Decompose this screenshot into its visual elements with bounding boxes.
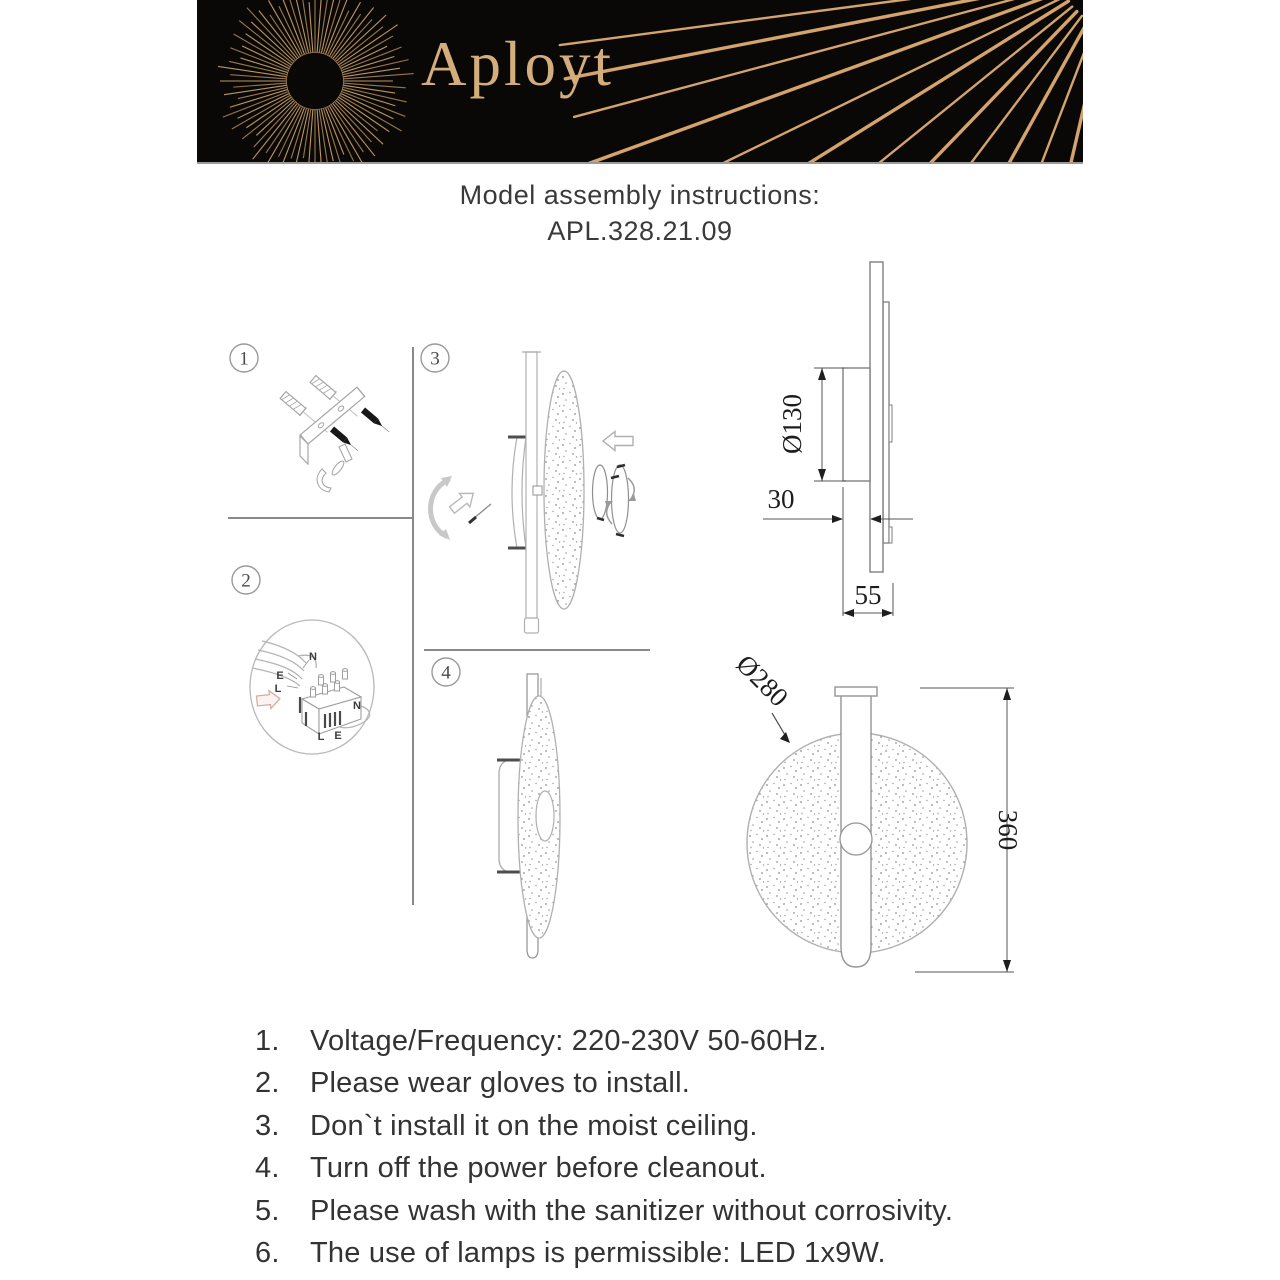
item-text: Please wash with the sanitizer without corrosivity. [310,1194,954,1227]
list-item [255,1020,953,1062]
wire-label-l-bottom: L [317,731,325,743]
list-item [255,1105,953,1147]
screw-icon [469,517,476,523]
item-text: The use of lamps is permissible: LED 1x9W. [310,1237,886,1270]
item-text: Don`t install it on the moist ceiling. [310,1109,758,1142]
rotate-arrow-icon [430,480,448,536]
panel-dividers [228,347,650,905]
step1-number: 1 [239,348,249,370]
model-number: APL.328.21.09 [547,216,733,246]
item-number: 1. [255,1025,280,1057]
instructions-list [255,1020,953,1274]
step4-number: 4 [441,662,451,684]
step4-assembled-diagram [497,674,560,958]
item-number: 6. [255,1237,280,1270]
dimension-base-depth: 30 [767,484,795,514]
retaining-ring [612,465,629,533]
wire-label-n-top: N [309,651,317,663]
step3-exploded-diagram [430,352,636,633]
step3-number: 3 [430,348,440,370]
list-item [255,1147,953,1189]
item-number: 4. [255,1152,280,1185]
slide-arrow-icon [603,432,633,451]
wire-label-e-bottom: E [334,730,342,742]
list-item [255,1190,953,1232]
side-elevation-drawing [763,262,913,617]
item-text: Turn off the power before cleanout. [310,1152,767,1185]
item-text: Voltage/Frequency: 220-230V 50-60Hz. [310,1025,827,1057]
dimension-side-diameter: Ø130 [777,394,807,454]
step2-wiring-diagram [250,620,374,754]
list-item [255,1232,953,1274]
step2-number: 2 [241,570,251,592]
step-badges [230,344,460,686]
step1-bracket-diagram [279,375,391,492]
list-item [255,1062,953,1104]
page-title: Model assembly instructions: [459,180,821,210]
item-number: 5. [255,1194,280,1227]
dimension-front-diameter: Ø280 [730,648,795,713]
wire-label-n-right: N [353,700,361,712]
item-text: Please wear gloves to install. [310,1067,690,1100]
wire-label-l-left: L [274,683,282,695]
brand-logo-text: Aployt [421,29,615,99]
push-arrow-icon [447,487,479,517]
item-number: 2. [255,1067,280,1100]
front-elevation-drawing [731,649,1023,972]
dimension-total-depth: 55 [854,580,882,610]
wire-label-e-left: E [276,670,284,682]
glass-disc-side [544,371,584,609]
item-number: 3. [255,1109,280,1142]
dimension-overall-height: 360 [993,809,1023,851]
